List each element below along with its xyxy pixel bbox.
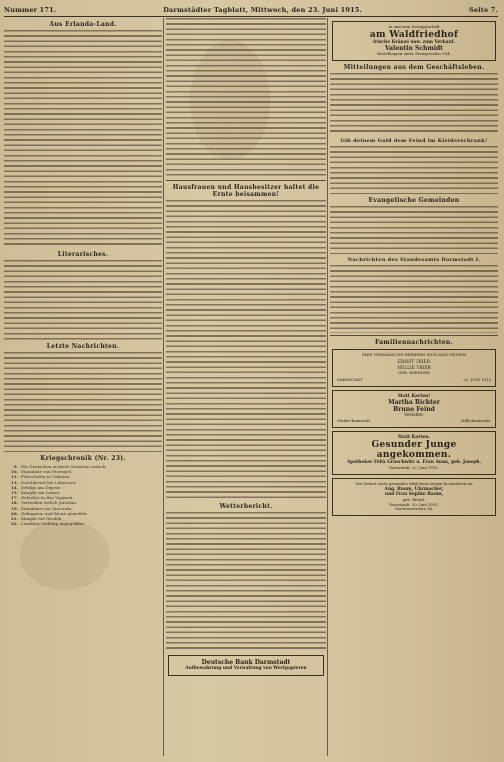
ad-title: am Waldfriedhof (369, 29, 459, 40)
birth-announcement-son (332, 431, 496, 475)
groom-name: ERNST TRIER (397, 359, 431, 365)
announcement-city: DARMSTADT (337, 376, 363, 382)
mother-name: und Frau Sophie Baum, (384, 492, 444, 498)
mother-maiden-name: geb. Bickel. (402, 496, 426, 502)
chronicle-text: Die Deutschen erobern Stanislau zurück. (21, 464, 107, 469)
column-3 (330, 18, 498, 756)
chronicle-date: 22. (10, 521, 18, 527)
card-place-left: Nieder-Ramstadt (337, 417, 371, 423)
chronicle-date: 14. (10, 484, 18, 490)
article-body-placeholder (166, 512, 326, 652)
birth-place-date: Darmstadt, 22. Juni 1915. (389, 464, 439, 470)
article-body-placeholder (330, 73, 498, 135)
section-heading: Familiennachrichten. (375, 339, 453, 347)
page-number: Seite 7. (468, 6, 498, 14)
florist-advertisement (332, 21, 496, 61)
issue-number: Nummer 171. (4, 6, 57, 14)
chronicle-text: Fortschritte in Galizien. (21, 474, 71, 480)
article-body-placeholder (166, 18, 326, 178)
chronicle-date: 11. (10, 474, 18, 480)
article-body-placeholder (330, 265, 498, 333)
article-body-placeholder (166, 200, 326, 500)
article-body-placeholder (4, 30, 162, 248)
bride-maiden-name: GEB. KERNDER (398, 370, 430, 376)
chronicle-list (4, 464, 162, 526)
wedding-announcement (332, 349, 496, 387)
chronicle-text: Erfolge am Dnjestr. (21, 484, 62, 490)
section-heading: Aus Erlanda-Land. (49, 21, 117, 28)
article-body-placeholder (330, 206, 498, 254)
announcement-date: 22. JUNI 1915 (463, 376, 491, 382)
chronicle-item (4, 521, 162, 526)
chronicle-date: 13. (10, 479, 18, 485)
masthead (4, 4, 498, 17)
section-heading: Kriegschronik (Nr. 23). (40, 455, 126, 462)
chronicle-text: Kämpfe am Isonzo. (21, 490, 61, 496)
section-heading: Letzte Nachrichten. (46, 343, 120, 350)
bank-service: Aufbewahrung und Verwaltung von Wertpapieren (185, 666, 307, 671)
bank-advertisement (168, 655, 324, 676)
section-heading: Evangelische Gemeinden (368, 197, 460, 205)
section-heading: Mitteilungen aus dem Geschäftsleben. (343, 64, 485, 72)
chronicle-date: 18. (10, 500, 18, 506)
section-heading: Hausfrauen und Hausbesitzer haltet die Ernte beisammen! (172, 184, 320, 198)
article-body-placeholder (330, 146, 498, 194)
chronicle-text: Vorrücken östlich Jaroslau. (21, 500, 78, 506)
bride-name: NELLIE TRIER (397, 365, 431, 371)
parents-line: Apotheker Felix Gruschwitz u. Frau Anna, geb. Joseph. (346, 460, 482, 466)
column-1 (4, 18, 162, 756)
chronicle-date: 21. (10, 516, 18, 522)
chronicle-text: Kämpfe bei Grodek. (21, 516, 63, 522)
chronicle-date: 20. (10, 510, 18, 516)
bank-name: Deutsche Bank Darmstadt (201, 659, 291, 666)
chronicle-text: Durchbruch bei Lubaczow. (21, 479, 77, 485)
section-heading: Gib deinem Gold dem Feind im Kleiderschrank! (340, 138, 488, 145)
card-label: Verlobte. (403, 413, 425, 419)
family-address: Gervinusstrasse 36. (394, 506, 434, 512)
announcement-line: IHRE VERMÄHLUNG BEEHREN SICH ANZUZEIGEN (361, 352, 467, 358)
chronicle-date: 10. (10, 469, 18, 475)
chronicle-text: Einnahme von Mosciska. (21, 505, 73, 511)
fiance-name: Bruno Feind (393, 406, 435, 414)
father-name: Aug. Baum, Uhrmacher, (384, 486, 444, 492)
engagement-card (332, 390, 496, 428)
ad-proprietor: Valentin Schmidt (385, 45, 443, 53)
ad-note: Bestellungen unter Fernsprecher 184. (377, 51, 451, 57)
chronicle-date: 9. (13, 464, 18, 469)
section-heading: Literarisches. (57, 251, 109, 258)
column-rule (163, 18, 164, 756)
chronicle-date: 15. (10, 490, 18, 496)
column-2 (166, 18, 326, 756)
section-heading: Nachrichten des Standesamts Darmstadt I. (347, 257, 481, 264)
chronicle-text: Gefangene und Beute gemeldet. (21, 510, 88, 516)
card-head: Statt Karten! (397, 393, 431, 399)
chronicle-text: Gefechte in den Vogesen. (21, 495, 74, 501)
ad-subtitle: frische Kränze usw. zum Verkauf. (373, 39, 455, 45)
article-body-placeholder (4, 260, 162, 340)
birth-title: Gesunder Junge angekommen. (371, 440, 457, 461)
column-rule (327, 18, 328, 756)
paper-title-date: Darmstädter Tagblatt, Mittwoch, den 23. Juni 1915. (163, 6, 362, 14)
fiancee-name: Martha Richter (388, 399, 440, 407)
chronicle-text: Einnahme von Przemysl. (21, 469, 73, 475)
card-head: Statt Karten. (397, 434, 431, 440)
chronicle-date: 19. (10, 505, 18, 511)
section-heading: Wetterbericht. (219, 503, 273, 510)
birth-announcement-daughter (332, 478, 496, 516)
article-body-placeholder (4, 352, 162, 452)
chronicle-date: 17. (10, 495, 18, 501)
chronicle-text: Lemberg-Stellung angegriffen. (21, 521, 85, 527)
ad-top-line: In unserem Zweiggeschäft (388, 24, 440, 29)
card-place-right: Wilhelminenstr. (460, 417, 491, 423)
birth-line: Die Geburt eines gesunden Mädchens zeigen hocherfreut an (355, 480, 473, 486)
birth-place-date: Darmstadt, 20. Juni 1915. (389, 501, 439, 507)
